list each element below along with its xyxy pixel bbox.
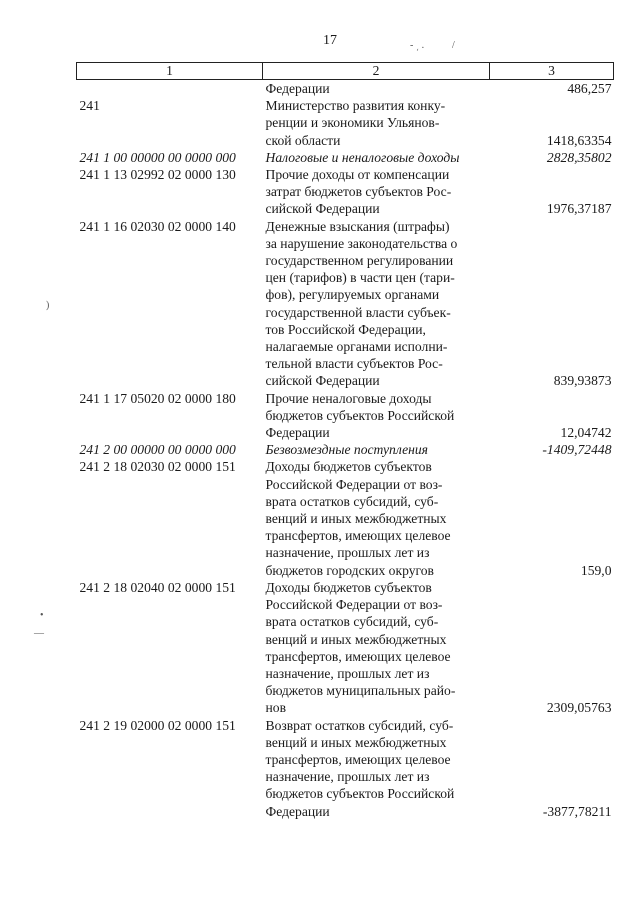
row-code: 241 1 17 05020 02 0000 180 bbox=[79, 390, 236, 406]
row-name-line: Российской Федерации от воз- bbox=[265, 597, 443, 613]
column-header-3: 3 bbox=[490, 63, 614, 80]
row-amount: 12,04742 bbox=[560, 425, 612, 441]
scan-mark: ) bbox=[46, 300, 50, 311]
row-name-line: назначение, прошлых лет из bbox=[265, 665, 430, 681]
row-name bbox=[263, 458, 490, 578]
table-row bbox=[77, 717, 614, 820]
table-row bbox=[77, 441, 614, 458]
column-header-2: 2 bbox=[263, 63, 490, 80]
row-amount: 839,93873 bbox=[553, 373, 612, 389]
row-name-line: фов), регулируемых органами bbox=[265, 287, 440, 303]
row-name-line: Денежные взыскания (штрафы) bbox=[265, 218, 450, 234]
row-code: 241 2 19 02000 02 0000 151 bbox=[79, 717, 236, 733]
row-name-line: Российской Федерации от воз- bbox=[265, 476, 443, 492]
row-name-line: ренции и экономики Ульянов- bbox=[265, 115, 440, 131]
row-code: 241 2 00 00000 00 0000 000 bbox=[79, 442, 236, 458]
row-code: 241 1 16 02030 02 0000 140 bbox=[79, 218, 236, 234]
row-name-line: бюджетов субъектов Российской bbox=[265, 786, 455, 802]
table-row bbox=[77, 579, 614, 717]
table-row bbox=[77, 218, 614, 390]
table-row bbox=[77, 166, 614, 218]
row-name-line: государственном регулировании bbox=[265, 253, 454, 269]
row-name bbox=[263, 149, 490, 166]
row-amount: 1976,37187 bbox=[546, 201, 612, 217]
row-name-line: бюджетов муниципальных райо- bbox=[265, 683, 456, 699]
row-name-line: за нарушение законодательства о bbox=[265, 235, 458, 251]
row-name-line: Федерации bbox=[265, 81, 330, 96]
row-code: 241 1 00 00000 00 0000 000 bbox=[79, 149, 236, 165]
row-name bbox=[263, 166, 490, 218]
row-name-line: сийской Федерации bbox=[265, 373, 380, 389]
row-amount: -1409,72448 bbox=[542, 442, 612, 458]
row-code: 241 2 18 02030 02 0000 151 bbox=[79, 459, 236, 475]
column-header-1: 1 bbox=[77, 63, 263, 80]
table-row bbox=[77, 97, 614, 149]
row-name-line: тов Российской Федерации, bbox=[265, 321, 426, 337]
row-name-line: Прочие доходы от компенсации bbox=[265, 167, 450, 183]
row-name bbox=[263, 579, 490, 717]
row-name-line: Федерации bbox=[265, 425, 330, 441]
row-name-line: государственной власти субъек- bbox=[265, 304, 451, 320]
row-code bbox=[77, 80, 263, 98]
row-name-line: сийской Федерации bbox=[265, 201, 380, 217]
row-name-line: трансфертов, имеющих целевое bbox=[265, 648, 451, 664]
row-name-line: трансфертов, имеющих целевое bbox=[265, 751, 451, 767]
table-row bbox=[77, 390, 614, 442]
row-name-line: назначение, прошлых лет из bbox=[265, 769, 430, 785]
page-number: 17 bbox=[323, 33, 337, 48]
row-name-line: Доходы бюджетов субъектов bbox=[265, 579, 432, 595]
table-body bbox=[77, 80, 614, 820]
row-name bbox=[263, 80, 490, 98]
row-amount: 2828,35802 bbox=[546, 149, 612, 165]
row-name-line: Налоговые и неналоговые доходы bbox=[265, 149, 460, 165]
table-header bbox=[77, 63, 614, 80]
row-name-line: тельной власти субъектов Рос- bbox=[265, 356, 443, 372]
row-amount: -3877,78211 bbox=[542, 803, 612, 819]
row-name-line: Прочие неналоговые доходы bbox=[265, 390, 432, 406]
row-name bbox=[263, 97, 490, 149]
row-amount: 2309,05763 bbox=[546, 700, 612, 716]
row-name-line: затрат бюджетов субъектов Рос- bbox=[265, 184, 452, 200]
row-name-line: врата остатков субсидий, суб- bbox=[265, 493, 439, 509]
row-amount: 1418,63354 bbox=[546, 132, 612, 148]
scan-mark: • bbox=[40, 610, 44, 621]
row-name-line: Безвозмездные поступления bbox=[265, 442, 428, 458]
row-amount: 159,0 bbox=[580, 562, 612, 578]
row-name-line: бюджетов субъектов Российской bbox=[265, 407, 455, 423]
row-code: 241 1 13 02992 02 0000 130 bbox=[79, 167, 236, 183]
row-name-line: налагаемые органами исполни- bbox=[265, 339, 448, 355]
row-name-line: венций и иных межбюджетных bbox=[265, 631, 447, 647]
row-name-line: нов bbox=[265, 700, 286, 716]
row-name bbox=[263, 218, 490, 390]
row-name-line: ской области bbox=[265, 132, 341, 148]
table-row bbox=[77, 149, 614, 166]
row-name bbox=[263, 390, 490, 442]
row-name-line: Министерство развития конку- bbox=[265, 98, 446, 114]
table-row bbox=[77, 458, 614, 578]
row-name-line: Федерации bbox=[265, 803, 330, 819]
row-name-line: Доходы бюджетов субъектов bbox=[265, 459, 432, 475]
row-name-line: бюджетов городских округов bbox=[265, 562, 434, 578]
row-name-line: врата остатков субсидий, суб- bbox=[265, 614, 439, 630]
row-name-line: цен (тарифов) в части цен (тари- bbox=[265, 270, 455, 286]
row-name bbox=[263, 717, 490, 820]
row-code: 241 bbox=[79, 98, 100, 114]
row-code: 241 2 18 02040 02 0000 151 bbox=[79, 579, 236, 595]
row-amount: 486,257 bbox=[567, 81, 612, 96]
scan-mark: / bbox=[452, 40, 455, 51]
revenue-table bbox=[76, 62, 614, 820]
row-name bbox=[263, 441, 490, 458]
row-name-line: венций и иных межбюджетных bbox=[265, 511, 447, 527]
row-name-line: назначение, прошлых лет из bbox=[265, 545, 430, 561]
row-name-line: Возврат остатков субсидий, суб- bbox=[265, 717, 454, 733]
scan-mark: - ͵ . bbox=[410, 40, 425, 51]
table-row bbox=[77, 80, 614, 98]
scan-mark: — bbox=[34, 628, 44, 639]
row-name-line: трансфертов, имеющих целевое bbox=[265, 528, 451, 544]
row-name-line: венций и иных межбюджетных bbox=[265, 734, 447, 750]
